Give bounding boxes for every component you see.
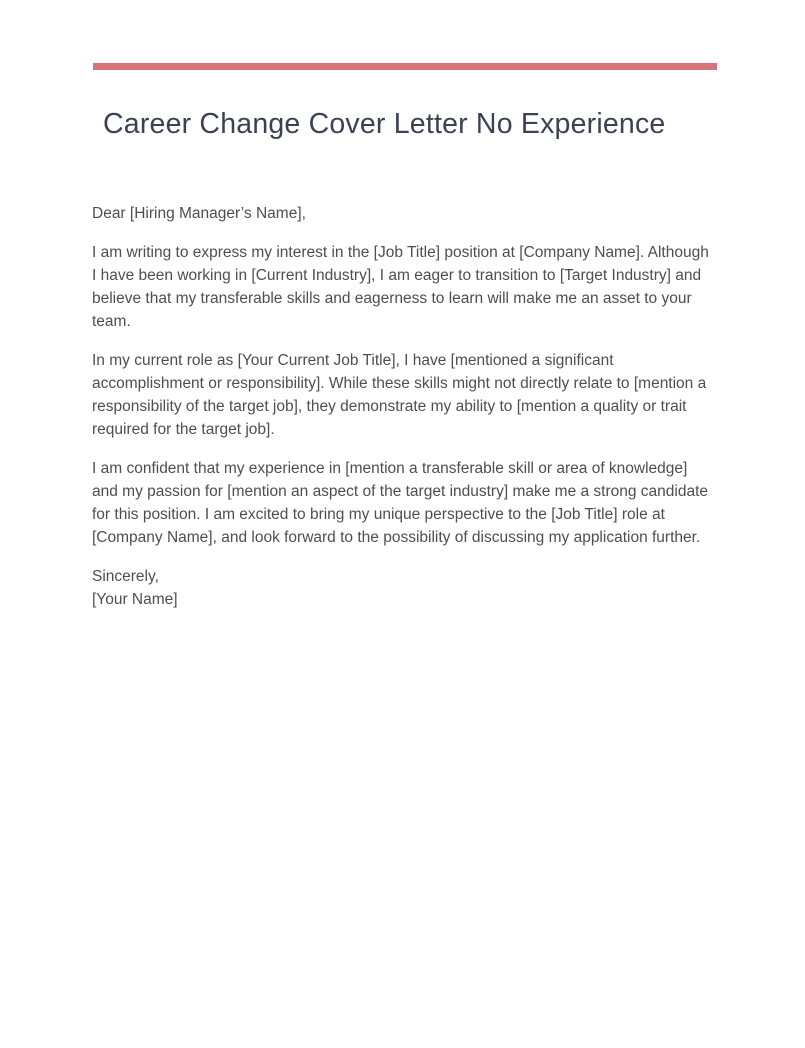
signature-placeholder: [Your Name] (92, 591, 178, 608)
salutation: Dear [Hiring Manager’s Name], (92, 205, 306, 222)
letter-paragraph: In my current role as [Your Current Job Title], I have [mentioned a significant accomplishment or responsibility]. While these skills might not directly relate to [mention a responsibility of the target job], they demonstrate my ability to [mention a quality or trait required for the target job]. (92, 352, 707, 438)
closing: Sincerely, (92, 568, 159, 585)
accent-bar (93, 63, 717, 70)
letter-paragraph: I am writing to express my interest in the [Job Title] position at [Company Name]. Although I have been working in [Current Industry], I am eager to transition to [Target Industry] and believe that my transferable skills and eagerness to learn will make me an asset to your team. (92, 244, 709, 330)
letter-paragraph: I am confident that my experience in [mention a transferable skill or area of knowledge] and my passion for [mention an aspect of the target industry] make me a strong candidate for this position. I am excited to bring my unique perspective to the [Job Title] role at [Company Name], and look forward to the possibility of discussing my application further. (92, 460, 709, 546)
letter-body (92, 202, 714, 611)
page-title: Career Change Cover Letter No Experience (103, 108, 666, 140)
